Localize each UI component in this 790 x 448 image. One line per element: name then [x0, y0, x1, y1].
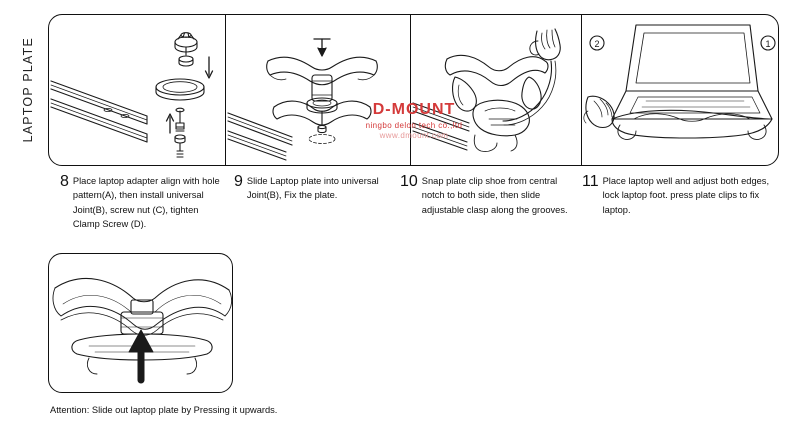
panel-marker-2: 2 — [594, 39, 600, 49]
step-text-9: Slide Laptop plate into universal Joint(B), Fix the plate. — [246, 176, 379, 201]
brand-name: D-MOUNT — [372, 101, 456, 118]
panel-marker-1: 1 — [765, 39, 771, 49]
instruction-panel-row — [48, 14, 780, 166]
step-number-10: 10 — [400, 173, 418, 190]
illustration-panel-step-8 — [48, 14, 226, 166]
illustration-panel-step-10 — [410, 14, 582, 166]
caption-step-11 — [582, 174, 777, 217]
section-label — [8, 14, 48, 166]
attention-note: Attention: Slide out laptop plate by Pressing it upwards. — [50, 405, 278, 415]
step-text-10: Snap plate clip shoe from central notch to both side, then slide adjustable clasp along the grooves. — [421, 176, 568, 215]
step-number-8: 8 — [60, 173, 69, 190]
brand-company: ningbo delon tech co.,ltd — [365, 121, 463, 130]
caption-step-8 — [60, 174, 230, 232]
attention-drawing — [49, 254, 233, 393]
step-captions — [48, 172, 788, 242]
caption-step-10 — [400, 174, 578, 217]
illustration-panel-attention — [48, 253, 233, 393]
step-number-11: 11 — [582, 173, 599, 190]
step-10-drawing — [411, 15, 582, 166]
caption-step-9 — [234, 174, 394, 203]
step-text-11: Place laptop well and adjust both edges, lock laptop foot. press plate clips to fix laptop. — [602, 176, 770, 215]
step-9-drawing — [226, 15, 411, 166]
step-text-8: Place laptop adapter align with hole pattern(A), then install universal Joint(B), screw nut (C), tighten Clamp Screw (D). — [72, 176, 220, 230]
step-8-drawing — [49, 15, 226, 166]
step-11-drawing — [582, 15, 779, 166]
step-number-9: 9 — [234, 173, 243, 190]
illustration-panel-step-11 — [581, 14, 779, 166]
illustration-panel-step-9 — [225, 14, 411, 166]
brand-website: www.dmount.com — [379, 130, 449, 140]
section-label-text: LAPTOP PLATE — [21, 37, 35, 143]
